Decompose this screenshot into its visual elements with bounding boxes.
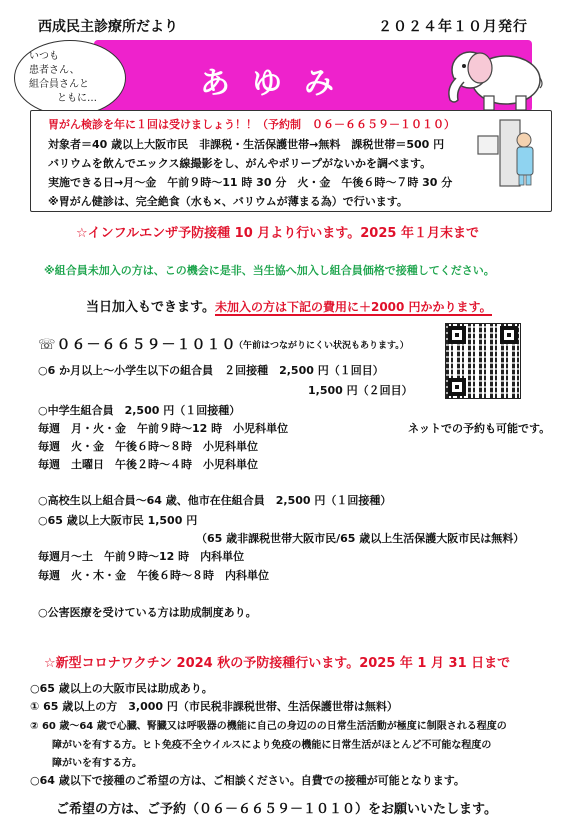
covid-line: 障がいを有する方。 <box>52 758 142 769</box>
bubble-line: 患者さん、 <box>29 65 80 76</box>
qr-finder <box>448 378 466 396</box>
fee-line: ○6 か月以上～小学生以下の組合員 ２回接種 2,500 円（１回目） <box>38 364 384 377</box>
schedule-line: 毎週 火・木・金 午後６時～８時 内科単位 <box>38 569 269 582</box>
flu-heading: ☆インフルエンザ予防接種 10 月より行います。2025 年１月末まで <box>76 226 479 241</box>
public-medical-note: ○公害医療を受けている方は助成制度あり。 <box>38 606 257 619</box>
fee-line: ○高校生以上組合員～64 歳、他市在住組合員 2,500 円（１回接種） <box>38 494 392 507</box>
phone-number: ☏０６－６６５９－１０１０ <box>38 337 237 353</box>
newsletter-title: あゆみ <box>200 66 356 101</box>
fee-line: 1,500 円（２回目） <box>308 384 413 397</box>
schedule-line: 毎週月～土 午前９時～12 時 内科単位 <box>38 550 245 563</box>
gastric-title: 胃がん検診を年に１回は受けましょう！！（予約制 ０６－６６５９－１０１０） <box>48 118 455 131</box>
schedule-line: 毎週 火・金 午後６時～８時 小児科単位 <box>38 440 258 453</box>
schedule-line: 毎週 土曜日 午後２時～４時 小児科単位 <box>38 458 258 471</box>
join-today-text: 当日加入もできます。 <box>86 300 215 315</box>
gastric-line: 実施できる日→月～金 午前９時～11 時 30 分 火・金 午後６時～７時 30 分 <box>48 176 453 189</box>
final-reservation-line: ご希望の方は、ご予約（０６－６６５９－１０１０）をお願いいたします。 <box>56 802 497 817</box>
gastric-line: 対象者＝40 歳以上大阪市民 非課税・生活保護世帯→無料 課税世帯＝500 円 <box>48 138 445 151</box>
speech-bubble <box>14 40 126 116</box>
qr-finder <box>448 326 466 344</box>
xray-patient-illustration <box>470 118 544 188</box>
bubble-line: いつも <box>29 51 59 62</box>
bubble-line: 組合員さんと <box>29 79 89 90</box>
schedule-line: 毎週 月・火・金 午前９時～12 時 小児科単位 <box>38 422 289 435</box>
flu-member-notice: ※組合員未加入の方は、この機会に是非、当生協へ加入し組合員価格で接種してください。 <box>44 264 495 277</box>
gastric-line: ※胃がん健診は、完全絶食（水も×、バリウムが薄まる為）で行います。 <box>48 195 408 208</box>
covid-line: ② 60 歳～64 歳で心臓、腎臓又は呼吸器の機能に自己の身辺のの日常生活活動が極度に制限される程度の <box>30 721 507 732</box>
fee-note: （65 歳非課税世帯大阪市民/65 歳以上生活保護大阪市民は無料） <box>196 532 525 545</box>
net-reservation-note: ネットでの予約も可能です。 <box>408 422 551 435</box>
elephant-illustration <box>436 42 546 114</box>
fee-line: ○中学生組合員 2,500 円（１回接種） <box>38 404 241 417</box>
covid-heading: ☆新型コロナワクチン 2024 秋の予防接種行います。2025 年 1 月 31 日まで <box>44 656 511 671</box>
bubble-line: ともに… <box>57 93 97 104</box>
clinic-newsletter-name: 西成民主診療所だより <box>38 19 178 35</box>
join-fee-text: 未加入の方は下記の費用に＋2000 円かかります。 <box>214 300 492 314</box>
qr-code[interactable] <box>445 323 521 399</box>
qr-finder <box>500 326 518 344</box>
join-line <box>86 296 492 315</box>
fee-line: ○65 歳以上大阪市民 1,500 円 <box>38 514 198 527</box>
phone-note: （午前はつながりにくい状況もあります。） <box>234 341 409 351</box>
covid-line: ○64 歳以下で接種のご希望の方は、ご相談ください。自費での接種が可能となります。 <box>30 774 465 787</box>
issue-date: ２０２４年１０月発行 <box>378 19 528 35</box>
covid-line: 障がいを有する方。ヒト免疫不全ウイルスにより免疫の機能に日常生活がほとんど不可能な程度の <box>52 740 492 751</box>
gastric-line: バリウムを飲んでエックス線撮影をし、がんやポリープがないかを調べます。 <box>48 157 432 170</box>
covid-line: ① 65 歳以上の方 3,000 円（市民税非課税世帯、生活保護世帯は無料） <box>30 700 398 713</box>
covid-line: ○65 歳以上の大阪市民は助成あり。 <box>30 682 213 695</box>
